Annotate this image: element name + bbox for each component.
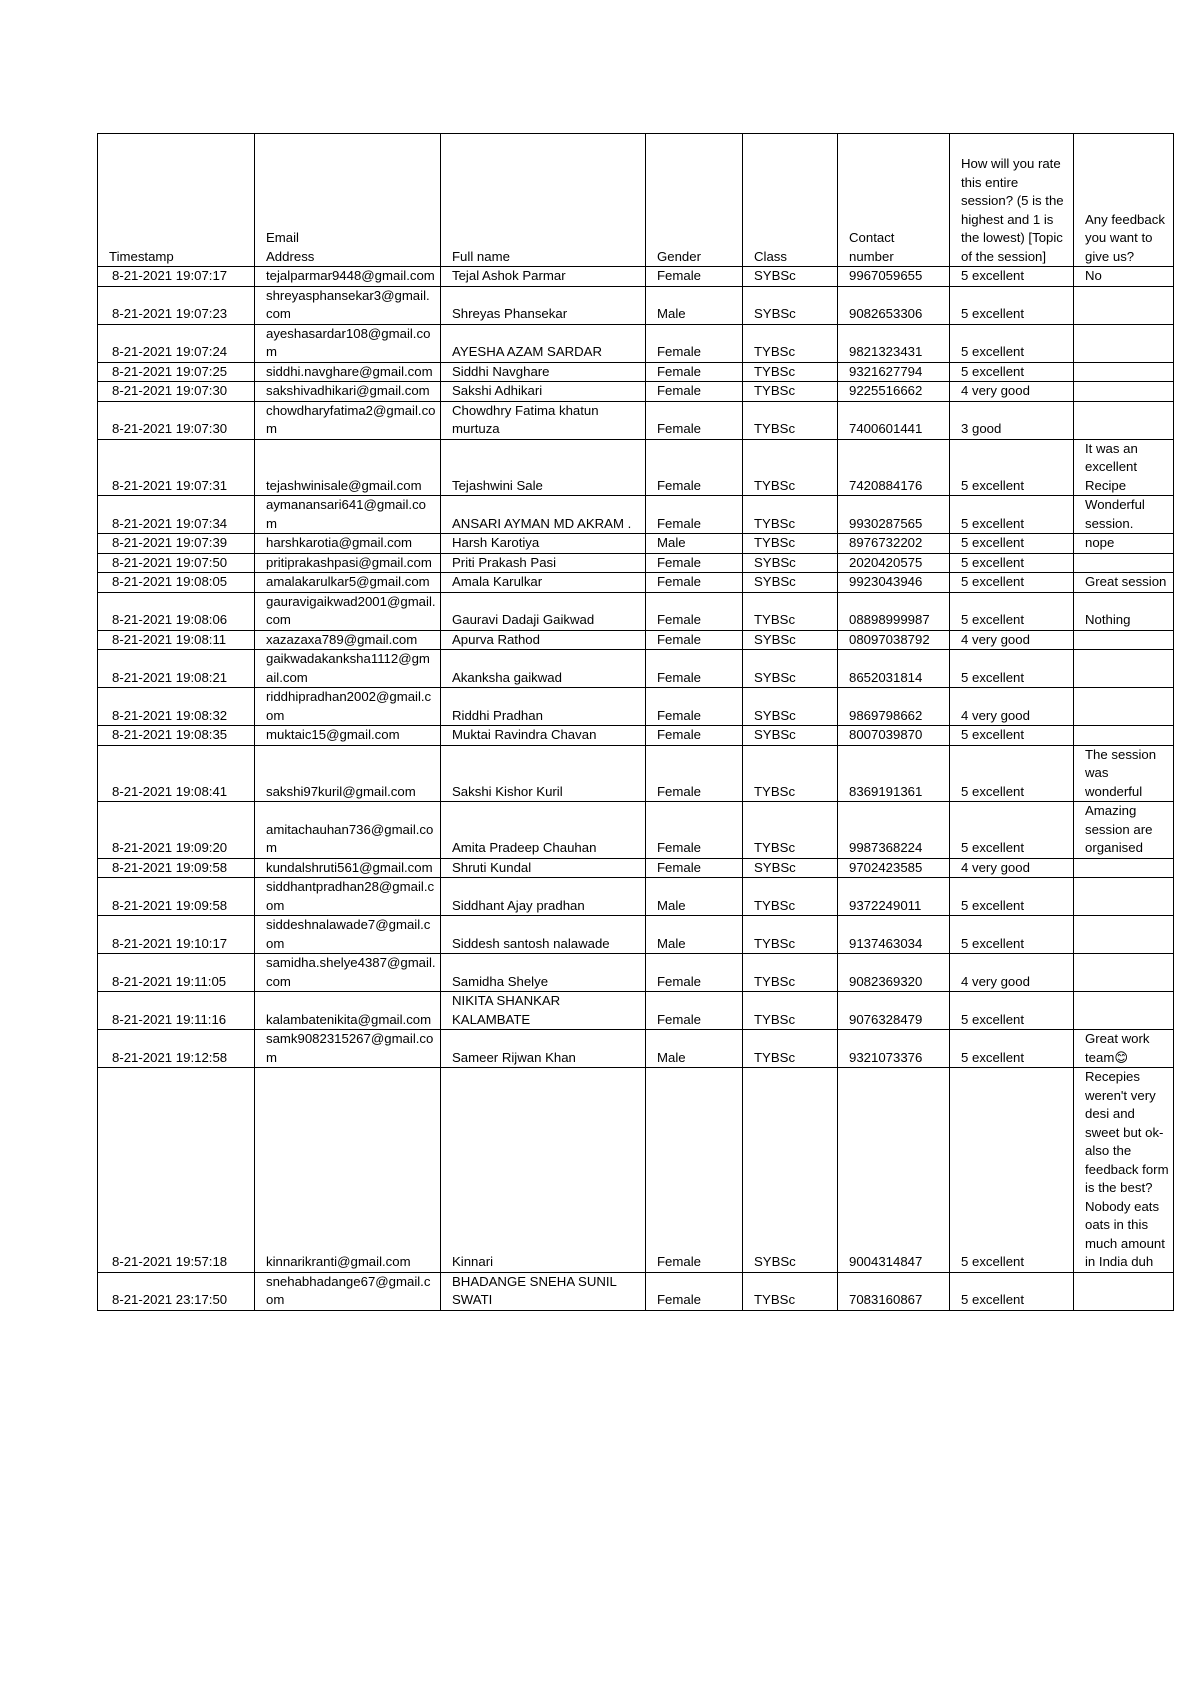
table-row <box>98 726 1174 746</box>
table-row <box>98 534 1174 554</box>
cell-class: TYBSc <box>743 802 838 859</box>
cell-full-name: Riddhi Pradhan <box>441 688 646 726</box>
table-row <box>98 553 1174 573</box>
table-row <box>98 802 1174 859</box>
cell-gender: Male <box>646 534 743 554</box>
cell-contact: 9967059655 <box>838 267 950 287</box>
cell-feedback <box>1074 726 1174 746</box>
cell-timestamp: 8-21-2021 19:09:58 <box>98 878 255 916</box>
cell-class: SYBSc <box>743 573 838 593</box>
cell-feedback <box>1074 401 1174 439</box>
cell-timestamp: 8-21-2021 19:08:11 <box>98 630 255 650</box>
cell-feedback: It was an excellent Recipe <box>1074 439 1174 496</box>
cell-contact: 9004314847 <box>838 1068 950 1273</box>
cell-gender: Female <box>646 992 743 1030</box>
cell-rating: 4 very good <box>950 382 1074 402</box>
header-rating: How will you rate this entire session? (5 is the highest and 1 is the lowest) [Topic of the session] <box>950 134 1074 267</box>
cell-rating: 5 excellent <box>950 1030 1074 1068</box>
cell-full-name: Tejal Ashok Parmar <box>441 267 646 287</box>
cell-full-name: Priti Prakash Pasi <box>441 553 646 573</box>
cell-contact: 08898999987 <box>838 592 950 630</box>
cell-contact: 8369191361 <box>838 745 950 802</box>
cell-email: gaikwadakanksha1112@gmail.com <box>255 650 441 688</box>
cell-contact: 7400601441 <box>838 401 950 439</box>
cell-contact: 9076328479 <box>838 992 950 1030</box>
cell-timestamp: 8-21-2021 19:08:06 <box>98 592 255 630</box>
cell-feedback <box>1074 324 1174 362</box>
header-contact: Contact number <box>838 134 950 267</box>
table-row <box>98 650 1174 688</box>
cell-full-name: Siddhi Navghare <box>441 362 646 382</box>
cell-contact: 7420884176 <box>838 439 950 496</box>
cell-feedback <box>1074 688 1174 726</box>
cell-rating: 5 excellent <box>950 362 1074 382</box>
header-class: Class <box>743 134 838 267</box>
cell-timestamp: 8-21-2021 19:08:05 <box>98 573 255 593</box>
cell-email: sakshi97kuril@gmail.com <box>255 745 441 802</box>
table-row <box>98 630 1174 650</box>
cell-gender: Female <box>646 382 743 402</box>
cell-rating: 5 excellent <box>950 496 1074 534</box>
cell-rating: 5 excellent <box>950 916 1074 954</box>
cell-contact: 9321627794 <box>838 362 950 382</box>
cell-rating: 5 excellent <box>950 592 1074 630</box>
cell-email: snehabhadange67@gmail.com <box>255 1272 441 1310</box>
cell-rating: 5 excellent <box>950 802 1074 859</box>
cell-email: kinnarikranti@gmail.com <box>255 1068 441 1273</box>
cell-timestamp: 8-21-2021 19:09:58 <box>98 858 255 878</box>
cell-email: aymanansari641@gmail.com <box>255 496 441 534</box>
cell-gender: Female <box>646 324 743 362</box>
header-row <box>98 134 1174 267</box>
cell-gender: Female <box>646 496 743 534</box>
cell-rating: 4 very good <box>950 858 1074 878</box>
cell-rating: 4 very good <box>950 688 1074 726</box>
cell-feedback <box>1074 992 1174 1030</box>
cell-contact: 9372249011 <box>838 878 950 916</box>
cell-email: shreyasphansekar3@gmail.com <box>255 286 441 324</box>
cell-class: TYBSc <box>743 439 838 496</box>
cell-feedback <box>1074 916 1174 954</box>
cell-timestamp: 8-21-2021 19:10:17 <box>98 916 255 954</box>
cell-feedback <box>1074 382 1174 402</box>
cell-rating: 5 excellent <box>950 553 1074 573</box>
cell-email: siddeshnalawade7@gmail.com <box>255 916 441 954</box>
cell-contact: 8007039870 <box>838 726 950 746</box>
cell-class: TYBSc <box>743 878 838 916</box>
cell-gender: Female <box>646 592 743 630</box>
cell-contact: 9137463034 <box>838 916 950 954</box>
table-row <box>98 1068 1174 1273</box>
cell-feedback <box>1074 858 1174 878</box>
table-row <box>98 382 1174 402</box>
cell-class: TYBSc <box>743 1272 838 1310</box>
cell-gender: Male <box>646 878 743 916</box>
responses-table <box>97 133 1174 1311</box>
cell-class: TYBSc <box>743 916 838 954</box>
cell-full-name: Tejashwini Sale <box>441 439 646 496</box>
cell-full-name: ANSARI AYMAN MD AKRAM . <box>441 496 646 534</box>
cell-contact: 9225516662 <box>838 382 950 402</box>
cell-feedback: nope <box>1074 534 1174 554</box>
cell-class: TYBSc <box>743 1030 838 1068</box>
cell-full-name: BHADANGE SNEHA SUNIL SWATI <box>441 1272 646 1310</box>
cell-class: SYBSc <box>743 858 838 878</box>
cell-gender: Female <box>646 573 743 593</box>
cell-gender: Female <box>646 439 743 496</box>
cell-class: TYBSc <box>743 992 838 1030</box>
cell-full-name: Chowdhry Fatima khatun murtuza <box>441 401 646 439</box>
cell-feedback <box>1074 650 1174 688</box>
cell-gender: Female <box>646 802 743 859</box>
cell-rating: 5 excellent <box>950 534 1074 554</box>
header-feedback: Any feedback you want to give us? <box>1074 134 1174 267</box>
cell-email: amitachauhan736@gmail.com <box>255 802 441 859</box>
cell-full-name: Shruti Kundal <box>441 858 646 878</box>
table-row <box>98 362 1174 382</box>
cell-contact: 7083160867 <box>838 1272 950 1310</box>
cell-timestamp: 8-21-2021 19:07:31 <box>98 439 255 496</box>
cell-feedback: Amazing session are organised <box>1074 802 1174 859</box>
cell-rating: 5 excellent <box>950 439 1074 496</box>
cell-gender: Female <box>646 553 743 573</box>
cell-email: chowdharyfatima2@gmail.com <box>255 401 441 439</box>
cell-full-name: AYESHA AZAM SARDAR <box>441 324 646 362</box>
cell-timestamp: 8-21-2021 19:11:05 <box>98 954 255 992</box>
table-row <box>98 916 1174 954</box>
cell-gender: Male <box>646 286 743 324</box>
cell-full-name: Apurva Rathod <box>441 630 646 650</box>
cell-class: TYBSc <box>743 534 838 554</box>
cell-contact: 9702423585 <box>838 858 950 878</box>
cell-email: muktaic15@gmail.com <box>255 726 441 746</box>
cell-gender: Male <box>646 916 743 954</box>
cell-timestamp: 8-21-2021 19:07:30 <box>98 382 255 402</box>
cell-timestamp: 8-21-2021 19:07:34 <box>98 496 255 534</box>
cell-class: TYBSc <box>743 382 838 402</box>
cell-full-name: Siddhant Ajay pradhan <box>441 878 646 916</box>
cell-rating: 5 excellent <box>950 1272 1074 1310</box>
cell-rating: 5 excellent <box>950 1068 1074 1273</box>
table-row <box>98 745 1174 802</box>
cell-timestamp: 8-21-2021 19:08:41 <box>98 745 255 802</box>
cell-email: tejalparmar9448@gmail.com <box>255 267 441 287</box>
table-row <box>98 992 1174 1030</box>
cell-email: kalambatenikita@gmail.com <box>255 992 441 1030</box>
cell-class: TYBSc <box>743 496 838 534</box>
cell-timestamp: 8-21-2021 19:07:30 <box>98 401 255 439</box>
cell-full-name: Akanksha gaikwad <box>441 650 646 688</box>
table-row <box>98 573 1174 593</box>
cell-gender: Female <box>646 1068 743 1273</box>
cell-full-name: Shreyas Phansekar <box>441 286 646 324</box>
header-email: Email Address <box>255 134 441 267</box>
table-row <box>98 1030 1174 1068</box>
cell-email: tejashwinisale@gmail.com <box>255 439 441 496</box>
table-row <box>98 592 1174 630</box>
cell-feedback <box>1074 954 1174 992</box>
cell-full-name: Sakshi Kishor Kuril <box>441 745 646 802</box>
cell-rating: 5 excellent <box>950 267 1074 287</box>
header-full-name: Full name <box>441 134 646 267</box>
cell-full-name: Amita Pradeep Chauhan <box>441 802 646 859</box>
cell-contact: 9869798662 <box>838 688 950 726</box>
table-row <box>98 1272 1174 1310</box>
cell-full-name: NIKITA SHANKAR KALAMBATE <box>441 992 646 1030</box>
cell-email: kundalshruti561@gmail.com <box>255 858 441 878</box>
cell-contact: 9923043946 <box>838 573 950 593</box>
cell-contact: 2020420575 <box>838 553 950 573</box>
cell-email: gauravigaikwad2001@gmail.com <box>255 592 441 630</box>
cell-email: xazazaxa789@gmail.com <box>255 630 441 650</box>
cell-class: SYBSc <box>743 726 838 746</box>
table-row <box>98 286 1174 324</box>
cell-timestamp: 8-21-2021 19:07:24 <box>98 324 255 362</box>
cell-timestamp: 8-21-2021 19:08:21 <box>98 650 255 688</box>
cell-feedback: Nothing <box>1074 592 1174 630</box>
cell-timestamp: 8-21-2021 19:08:32 <box>98 688 255 726</box>
cell-timestamp: 8-21-2021 19:07:25 <box>98 362 255 382</box>
cell-class: TYBSc <box>743 592 838 630</box>
cell-gender: Female <box>646 650 743 688</box>
cell-feedback: Great work team😊 <box>1074 1030 1174 1068</box>
cell-rating: 5 excellent <box>950 726 1074 746</box>
table-row <box>98 688 1174 726</box>
cell-gender: Female <box>646 1272 743 1310</box>
cell-contact: 9082653306 <box>838 286 950 324</box>
cell-gender: Male <box>646 1030 743 1068</box>
cell-class: SYBSc <box>743 553 838 573</box>
cell-rating: 5 excellent <box>950 324 1074 362</box>
cell-class: SYBSc <box>743 688 838 726</box>
cell-timestamp: 8-21-2021 19:07:39 <box>98 534 255 554</box>
cell-timestamp: 8-21-2021 23:17:50 <box>98 1272 255 1310</box>
cell-feedback <box>1074 286 1174 324</box>
cell-contact: 9082369320 <box>838 954 950 992</box>
cell-full-name: Amala Karulkar <box>441 573 646 593</box>
cell-email: pritiprakashpasi@gmail.com <box>255 553 441 573</box>
cell-gender: Female <box>646 630 743 650</box>
cell-full-name: Sakshi Adhikari <box>441 382 646 402</box>
cell-rating: 5 excellent <box>950 878 1074 916</box>
cell-gender: Female <box>646 401 743 439</box>
cell-contact: 9821323431 <box>838 324 950 362</box>
table-row <box>98 439 1174 496</box>
table-row <box>98 878 1174 916</box>
cell-class: TYBSc <box>743 401 838 439</box>
table-row <box>98 496 1174 534</box>
cell-feedback: Great session <box>1074 573 1174 593</box>
cell-rating: 5 excellent <box>950 286 1074 324</box>
cell-timestamp: 8-21-2021 19:12:58 <box>98 1030 255 1068</box>
cell-class: TYBSc <box>743 954 838 992</box>
cell-class: TYBSc <box>743 324 838 362</box>
cell-feedback: No <box>1074 267 1174 287</box>
cell-contact: 9930287565 <box>838 496 950 534</box>
cell-timestamp: 8-21-2021 19:11:16 <box>98 992 255 1030</box>
cell-full-name: Gauravi Dadaji Gaikwad <box>441 592 646 630</box>
table-row <box>98 324 1174 362</box>
cell-full-name: Samidha Shelye <box>441 954 646 992</box>
cell-timestamp: 8-21-2021 19:09:20 <box>98 802 255 859</box>
cell-gender: Female <box>646 954 743 992</box>
header-timestamp: Timestamp <box>98 134 255 267</box>
cell-email: siddhi.navghare@gmail.com <box>255 362 441 382</box>
cell-full-name: Siddesh santosh nalawade <box>441 916 646 954</box>
cell-rating: 5 excellent <box>950 992 1074 1030</box>
cell-email: samidha.shelye4387@gmail.com <box>255 954 441 992</box>
cell-contact: 8652031814 <box>838 650 950 688</box>
cell-email: ayeshasardar108@gmail.com <box>255 324 441 362</box>
cell-feedback <box>1074 362 1174 382</box>
table-row <box>98 267 1174 287</box>
cell-timestamp: 8-21-2021 19:07:50 <box>98 553 255 573</box>
cell-class: SYBSc <box>743 286 838 324</box>
cell-full-name: Muktai Ravindra Chavan <box>441 726 646 746</box>
table-row <box>98 954 1174 992</box>
cell-class: SYBSc <box>743 650 838 688</box>
cell-class: SYBSc <box>743 267 838 287</box>
cell-rating: 4 very good <box>950 630 1074 650</box>
cell-rating: 4 very good <box>950 954 1074 992</box>
cell-email: siddhantpradhan28@gmail.com <box>255 878 441 916</box>
cell-feedback: The session was wonderful <box>1074 745 1174 802</box>
cell-email: harshkarotia@gmail.com <box>255 534 441 554</box>
cell-feedback <box>1074 1272 1174 1310</box>
cell-timestamp: 8-21-2021 19:08:35 <box>98 726 255 746</box>
cell-feedback <box>1074 630 1174 650</box>
table-row <box>98 858 1174 878</box>
cell-rating: 3 good <box>950 401 1074 439</box>
cell-email: riddhipradhan2002@gmail.com <box>255 688 441 726</box>
cell-contact: 08097038792 <box>838 630 950 650</box>
cell-email: samk9082315267@gmail.com <box>255 1030 441 1068</box>
cell-rating: 5 excellent <box>950 745 1074 802</box>
cell-rating: 5 excellent <box>950 573 1074 593</box>
cell-feedback <box>1074 878 1174 916</box>
cell-rating: 5 excellent <box>950 650 1074 688</box>
cell-timestamp: 8-21-2021 19:07:23 <box>98 286 255 324</box>
cell-gender: Female <box>646 362 743 382</box>
cell-gender: Female <box>646 688 743 726</box>
cell-class: TYBSc <box>743 745 838 802</box>
cell-timestamp: 8-21-2021 19:07:17 <box>98 267 255 287</box>
cell-gender: Female <box>646 858 743 878</box>
cell-contact: 9321073376 <box>838 1030 950 1068</box>
cell-feedback <box>1074 553 1174 573</box>
cell-full-name: Sameer Rijwan Khan <box>441 1030 646 1068</box>
cell-feedback: Wonderful session. <box>1074 496 1174 534</box>
cell-full-name: Harsh Karotiya <box>441 534 646 554</box>
cell-gender: Female <box>646 726 743 746</box>
cell-gender: Female <box>646 745 743 802</box>
cell-contact: 8976732202 <box>838 534 950 554</box>
cell-class: SYBSc <box>743 630 838 650</box>
cell-contact: 9987368224 <box>838 802 950 859</box>
cell-gender: Female <box>646 267 743 287</box>
cell-full-name: Kinnari <box>441 1068 646 1273</box>
cell-class: SYBSc <box>743 1068 838 1273</box>
cell-email: amalakarulkar5@gmail.com <box>255 573 441 593</box>
cell-timestamp: 8-21-2021 19:57:18 <box>98 1068 255 1273</box>
cell-class: TYBSc <box>743 362 838 382</box>
header-gender: Gender <box>646 134 743 267</box>
cell-feedback: Recepies weren't very desi and sweet but ok- also the feedback form is the best? Nobody eats oats in this much amount in India duh <box>1074 1068 1174 1273</box>
cell-email: sakshivadhikari@gmail.com <box>255 382 441 402</box>
table-row <box>98 401 1174 439</box>
